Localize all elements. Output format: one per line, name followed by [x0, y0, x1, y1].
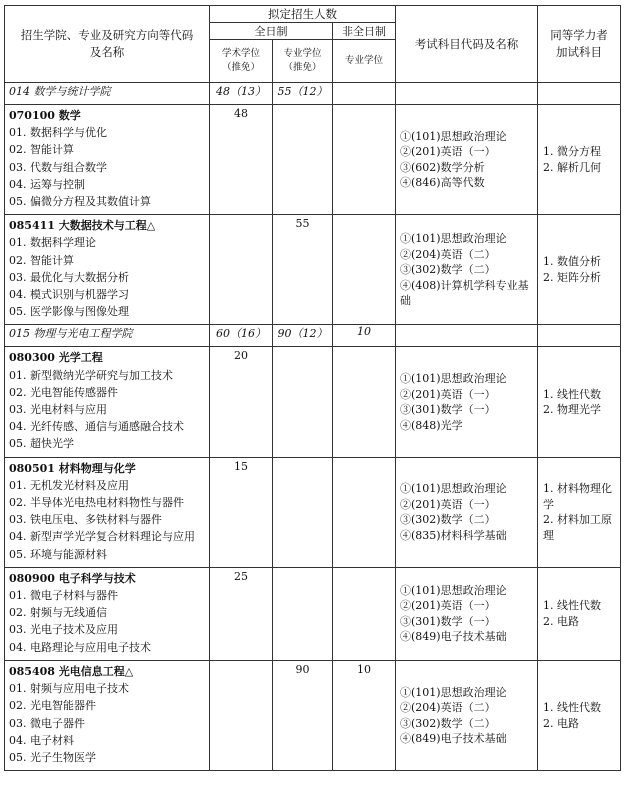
extra-subjects — [538, 215, 621, 325]
research-direction: 02. 光电智能传感器件 — [9, 385, 118, 399]
school-name: 014 数学与统计学院 — [5, 83, 210, 105]
research-direction: 03. 最优化与大数据分析 — [9, 270, 129, 284]
exam-subjects — [396, 660, 538, 770]
research-direction: 04. 电路理论与应用电子技术 — [9, 640, 151, 654]
exam-subject: ②(201)英语（一） — [400, 145, 496, 159]
school-professional-count: 90（12） — [273, 325, 333, 347]
major-name: 080900 电子科学与技术 — [9, 571, 136, 585]
research-direction: 01. 数据科学理论 — [9, 236, 96, 250]
major-cell — [5, 105, 210, 215]
extra-subjects — [538, 347, 621, 457]
major-cell — [5, 567, 210, 660]
major-cell — [5, 215, 210, 325]
extra-subject: 2. 物理光学 — [543, 403, 602, 417]
school-academic-count: 48（13） — [210, 83, 273, 105]
research-direction: 04. 运筹与控制 — [9, 177, 85, 191]
header-professional-degree: 专业学位（推免） — [273, 40, 333, 83]
school-exam-empty — [396, 325, 538, 347]
major-nonfulltime-count — [333, 347, 396, 457]
extra-subjects — [538, 567, 621, 660]
major-academic-count: 20 — [210, 347, 273, 457]
major-professional-count — [273, 567, 333, 660]
header-fulltime: 全日制 — [210, 23, 333, 40]
research-direction: 01. 数据科学与优化 — [9, 126, 107, 140]
major-professional-count — [273, 347, 333, 457]
research-direction: 02. 射频与无线通信 — [9, 606, 107, 620]
major-name: 080300 光学工程 — [9, 351, 103, 365]
exam-subject: ①(101)思想政治理论 — [400, 232, 507, 246]
school-nonfulltime-count — [333, 83, 396, 105]
major-academic-count — [210, 215, 273, 325]
header-academic-degree: 学术学位（推免） — [210, 40, 273, 83]
research-direction: 03. 代数与组合数学 — [9, 160, 107, 174]
exam-subject: ④(849)电子技术基础 — [400, 732, 507, 745]
extra-subject: 1. 线性代数 — [543, 387, 602, 401]
major-cell — [5, 457, 210, 567]
research-direction: 05. 光子生物医学 — [9, 750, 96, 764]
extra-subject: 2. 矩阵分析 — [543, 270, 602, 284]
exam-subject: ①(101)思想政治理论 — [400, 129, 507, 143]
extra-subject: 2. 材料加工原理 — [543, 513, 613, 542]
research-direction: 05. 超快光学 — [9, 437, 74, 451]
exam-subject: ④(835)材料科学基础 — [400, 528, 507, 542]
extra-subject: 1. 材料物理化学 — [543, 482, 613, 511]
research-direction: 03. 光电材料与应用 — [9, 403, 107, 417]
research-direction: 02. 智能计算 — [9, 253, 74, 267]
research-direction: 04. 模式识别与机器学习 — [9, 288, 129, 302]
major-nonfulltime-count — [333, 567, 396, 660]
exam-subject: ③(301)数学（一） — [400, 614, 496, 628]
exam-subject: ①(101)思想政治理论 — [400, 685, 507, 699]
exam-subject: ①(101)思想政治理论 — [400, 372, 507, 386]
school-row — [5, 325, 621, 347]
school-academic-count: 60（16） — [210, 325, 273, 347]
school-professional-count: 55（12） — [273, 83, 333, 105]
extra-subject: 2. 电路 — [543, 614, 580, 628]
header-planned-enrollment: 拟定招生人数 — [210, 6, 396, 23]
exam-subject: ③(302)数学（二） — [400, 716, 496, 730]
exam-subject: ②(201)英语（一） — [400, 599, 496, 613]
exam-subjects — [396, 347, 538, 457]
major-academic-count: 15 — [210, 457, 273, 567]
extra-subject: 1. 数值分析 — [543, 255, 602, 269]
research-direction: 04. 电子材料 — [9, 733, 74, 747]
major-row — [5, 567, 621, 660]
exam-subject: ③(302)数学（二） — [400, 513, 496, 527]
major-academic-count: 25 — [210, 567, 273, 660]
catalog-body — [5, 83, 621, 771]
research-direction: 01. 微电子材料与器件 — [9, 589, 118, 603]
exam-subject: ②(201)英语（一） — [400, 387, 496, 401]
research-direction: 04. 新型声学光学复合材料理论与应用 — [9, 530, 195, 544]
research-direction: 05. 医学影像与图像处理 — [9, 305, 129, 319]
research-direction: 02. 光电智能器件 — [9, 699, 96, 713]
major-nonfulltime-count — [333, 105, 396, 215]
extra-subject: 2. 解析几何 — [543, 160, 602, 174]
exam-subject: ①(101)思想政治理论 — [400, 482, 507, 496]
extra-subject: 1. 线性代数 — [543, 599, 602, 613]
header-program: 招生学院、专业及研究方向等代码及名称 — [5, 6, 210, 83]
research-direction: 03. 光电子技术及应用 — [9, 623, 118, 637]
exam-subjects — [396, 215, 538, 325]
major-row — [5, 660, 621, 770]
exam-subject: ②(204)英语（二） — [400, 247, 496, 261]
major-professional-count: 55 — [273, 215, 333, 325]
major-row — [5, 105, 621, 215]
major-name: 070100 数学 — [9, 109, 81, 122]
major-cell — [5, 660, 210, 770]
exam-subjects — [396, 457, 538, 567]
research-direction: 05. 偏微分方程及其数值计算 — [9, 195, 151, 209]
exam-subject: ④(848)光学 — [400, 418, 463, 432]
research-direction: 03. 铁电压电、多铁材料与器件 — [9, 513, 162, 527]
exam-subject: ①(101)思想政治理论 — [400, 583, 507, 597]
major-name: 085408 光电信息工程△ — [9, 664, 134, 678]
school-name: 015 物理与光电工程学院 — [5, 325, 210, 347]
research-direction: 02. 半导体光电热电材料物性与器件 — [9, 496, 184, 510]
research-direction: 01. 无机发光材料及应用 — [9, 478, 129, 492]
major-professional-count — [273, 457, 333, 567]
major-academic-count — [210, 660, 273, 770]
school-exam-empty — [396, 83, 538, 105]
research-direction: 01. 射频与应用电子技术 — [9, 682, 129, 696]
extra-subjects — [538, 105, 621, 215]
header-exam-subjects: 考试科目代码及名称 — [396, 6, 538, 83]
exam-subject: ②(201)英语（一） — [400, 497, 496, 511]
school-extra-empty — [538, 83, 621, 105]
major-nonfulltime-count: 10 — [333, 660, 396, 770]
extra-subject: 1. 微分方程 — [543, 145, 602, 159]
exam-subject: ②(204)英语（二） — [400, 701, 496, 714]
major-professional-count: 90 — [273, 660, 333, 770]
research-direction: 01. 新型微纳光学研究与加工技术 — [9, 368, 173, 382]
research-direction: 04. 光纤传感、通信与通感融合技术 — [9, 420, 184, 434]
school-nonfulltime-count: 10 — [333, 325, 396, 347]
major-nonfulltime-count — [333, 457, 396, 567]
exam-subject: ④(849)电子技术基础 — [400, 630, 507, 644]
exam-subject: ③(301)数学（一） — [400, 403, 496, 417]
exam-subject: ④(408)计算机学科专业基础 — [400, 278, 529, 308]
extra-subjects — [538, 457, 621, 567]
header-professional-degree-nonfulltime: 专业学位 — [333, 40, 396, 83]
research-direction: 05. 环境与能源材料 — [9, 547, 107, 561]
extra-subjects — [538, 660, 621, 770]
major-row — [5, 215, 621, 325]
extra-subject: 1. 线性代数 — [543, 701, 602, 714]
major-row — [5, 347, 621, 457]
school-extra-empty — [538, 325, 621, 347]
major-name: 080501 材料物理与化学 — [9, 461, 136, 475]
major-cell — [5, 347, 210, 457]
research-direction: 03. 微电子器件 — [9, 716, 85, 730]
extra-subject: 2. 电路 — [543, 716, 580, 730]
major-nonfulltime-count — [333, 215, 396, 325]
admissions-catalog-table — [4, 5, 621, 771]
major-name: 085411 大数据技术与工程△ — [9, 219, 156, 233]
major-professional-count — [273, 105, 333, 215]
exam-subject: ④(846)高等代数 — [400, 176, 485, 190]
research-direction: 02. 智能计算 — [9, 143, 74, 157]
exam-subjects — [396, 567, 538, 660]
major-row — [5, 457, 621, 567]
major-academic-count: 48 — [210, 105, 273, 215]
header-nonfulltime: 非全日制 — [333, 23, 396, 40]
exam-subject: ③(602)数学分析 — [400, 160, 485, 174]
exam-subject: ③(302)数学（二） — [400, 263, 496, 277]
header-extra-subjects: 同等学力者加试科目 — [538, 6, 621, 83]
exam-subjects — [396, 105, 538, 215]
school-row — [5, 83, 621, 105]
